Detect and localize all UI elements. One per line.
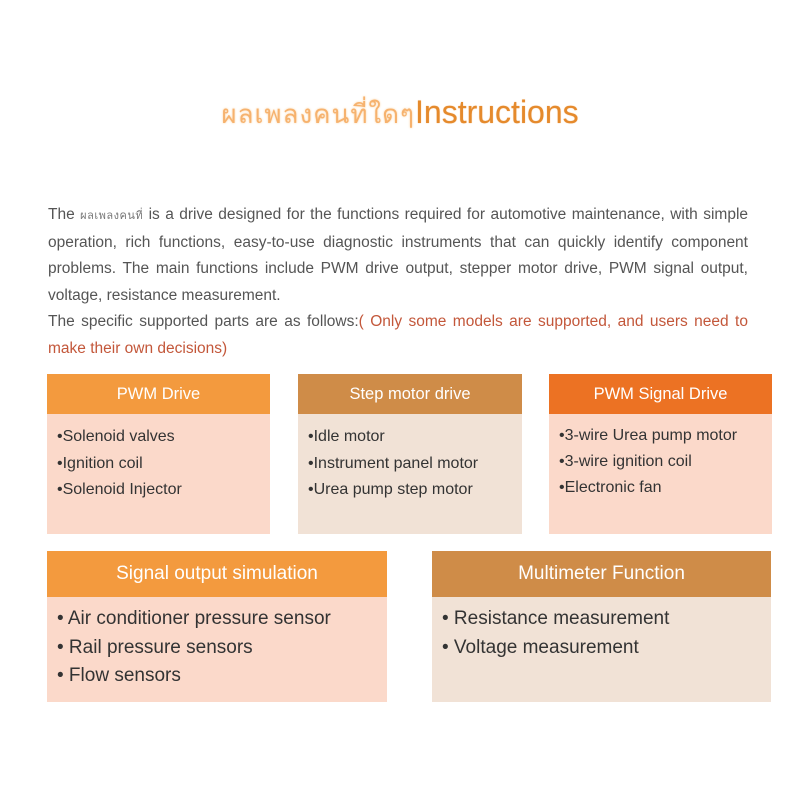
brand-name-logo: ผลเพลงคนที่ใดๆ [221, 99, 416, 129]
pwm-signal-body [549, 414, 772, 534]
list-item: •Idle motor [308, 428, 385, 445]
signal-simulation-list [57, 605, 377, 691]
list-item: •Solenoid Injector [57, 481, 182, 498]
step-motor-title: Step motor drive [298, 374, 522, 414]
pwm-drive-card [47, 374, 270, 534]
multimeter-card [432, 551, 771, 702]
multimeter-title: Multimeter Function [432, 551, 771, 597]
pwm-drive-body [47, 414, 270, 534]
specific-paragraph [48, 309, 748, 362]
intro-lead: The [48, 206, 75, 223]
pwm-signal-title: PWM Signal Drive [549, 374, 772, 414]
page-title [0, 92, 800, 134]
list-item: •Urea pump step motor [308, 481, 473, 498]
step-motor-body [298, 414, 522, 534]
list-item: •Electronic fan [559, 479, 662, 496]
list-item: • Voltage measurement [442, 636, 639, 658]
step-motor-list [308, 424, 512, 504]
list-item: •Instrument panel motor [308, 454, 479, 472]
list-item: •3-wire ignition coil [559, 453, 692, 470]
signal-simulation-body [47, 597, 387, 702]
specific-label: The specific supported parts are as follows: [48, 313, 359, 331]
list-item: •3-wire Urea pump motor [559, 427, 738, 444]
signal-simulation-card [47, 551, 387, 702]
list-item: • Air conditioner pressure sensor [57, 608, 331, 629]
multimeter-body [432, 597, 771, 702]
pwm-signal-card [549, 374, 772, 534]
pwm-signal-list [559, 424, 762, 499]
list-item: •Ignition coil [57, 454, 143, 472]
pwm-drive-title: PWM Drive [47, 374, 270, 414]
intro-brand: ผลเพลงคนที่ [80, 210, 144, 222]
list-item: • Resistance measurement [442, 608, 670, 629]
intro-body: is a drive designed for the functions required for automotive maintenance, with simple operation, rich functions, easy-to-use diagnostic instruments that can quickly identify component problems. The main functions include PWM drive output, stepper motor drive, PWM signal output, voltage, resistance measurement. [48, 206, 749, 304]
list-item: • Flow sensors [57, 665, 181, 686]
pwm-drive-list [57, 424, 260, 504]
model-note: ( Only some models are supported, and users need to make their own decisions) [48, 313, 748, 357]
list-item: •Solenoid valves [57, 428, 175, 445]
title-word: Instructions [415, 94, 579, 130]
signal-simulation-title: Signal output simulation [47, 551, 387, 597]
intro-paragraph [48, 202, 748, 309]
multimeter-list [442, 605, 761, 662]
list-item: • Rail pressure sensors [57, 636, 253, 658]
step-motor-card [298, 374, 522, 534]
intro-text [48, 202, 748, 363]
